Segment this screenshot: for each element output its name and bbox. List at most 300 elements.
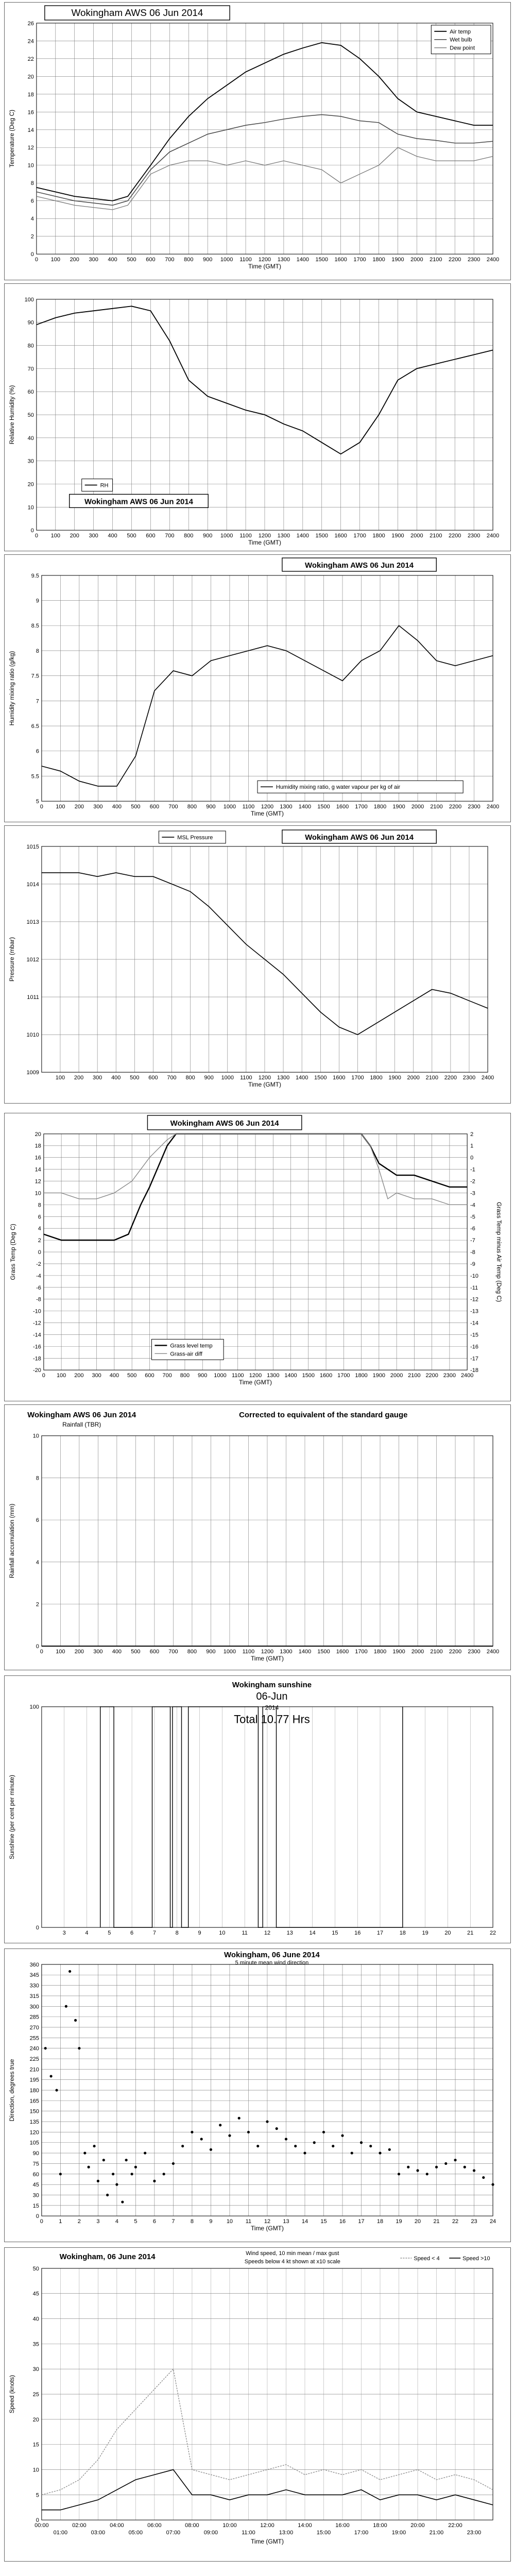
x-tick-label: 7 (171, 2218, 175, 2225)
x-tick-label: 11 (245, 2218, 252, 2225)
x-tick-label: 2400 (481, 1075, 494, 1081)
data-point (313, 2141, 316, 2144)
x-tick-label: 800 (185, 1075, 195, 1081)
x-tick-label: 4 (115, 2218, 118, 2225)
y-tick-label: -16 (32, 1344, 41, 1350)
data-point (115, 2183, 118, 2186)
x-tick-label: 400 (109, 1372, 119, 1379)
x-tick-label: 04:00 (110, 2522, 124, 2529)
x-tick-label: 2300 (467, 257, 480, 263)
y-tick-label: 60 (27, 389, 34, 396)
x-tick-label: 1000 (220, 533, 233, 539)
x-tick-label: 1600 (336, 1649, 349, 1655)
y2-tick-label: -3 (470, 1190, 475, 1197)
x-tick-label: 1100 (231, 1372, 244, 1379)
y-tick-label: 20 (35, 1131, 41, 1138)
data-point (83, 2152, 86, 2155)
y-tick-label: 100 (24, 296, 34, 303)
x-tick-label: 15 (320, 2218, 327, 2225)
y-tick-label: 12 (35, 1178, 41, 1185)
data-point (351, 2152, 353, 2155)
x-tick-label: 200 (74, 804, 84, 810)
data-point (360, 2141, 363, 2144)
x-tick-label: 1500 (314, 1075, 327, 1081)
y-tick-label: 10 (27, 162, 34, 169)
data-point (65, 2005, 67, 2008)
y-tick-label: 6 (36, 748, 39, 755)
x-tick-label: 1400 (296, 533, 310, 539)
y-tick-label: 30 (27, 458, 34, 465)
x-tick-label: 1500 (302, 1372, 315, 1379)
x-tick-label: 19 (396, 2218, 402, 2225)
x-axis-label: Time (GMT) (248, 263, 281, 270)
x-tick-label: 22 (489, 1930, 496, 1937)
data-point (50, 2075, 53, 2077)
y-tick-label: 20 (27, 74, 34, 80)
y-tick-label: 0 (36, 1925, 39, 1931)
x-tick-label: 1700 (355, 804, 368, 810)
y-tick-label: -4 (36, 1273, 41, 1279)
x-tick-label: 12:00 (260, 2522, 274, 2529)
x-tick-label: 1200 (258, 1075, 271, 1081)
temperature-chart (5, 3, 510, 280)
data-point (200, 2138, 203, 2140)
x-tick-label: 1100 (242, 804, 255, 810)
x-tick-label: 1300 (277, 533, 290, 539)
y-tick-label: 225 (29, 2056, 39, 2062)
x-tick-label: 1200 (261, 1649, 274, 1655)
y-tick-label: 70 (27, 366, 34, 372)
x-tick-label: 800 (187, 804, 197, 810)
x-tick-label: 500 (130, 1075, 140, 1081)
y-tick-label: 0 (36, 1643, 39, 1650)
x-tick-label: 1600 (334, 533, 347, 539)
y2-tick-label: -4 (470, 1202, 475, 1209)
x-tick-label: 300 (89, 257, 98, 263)
x-tick-label: 11 (242, 1930, 248, 1937)
y-tick-label: 2 (38, 1238, 41, 1244)
y-tick-label: 30 (32, 2366, 39, 2373)
data-point (238, 2117, 241, 2120)
data-point (134, 2166, 137, 2168)
x-tick-label: 1300 (267, 1372, 280, 1379)
x-tick-label: 3 (96, 2218, 100, 2225)
y-tick-label: 8.5 (31, 623, 39, 630)
x-tick-label: 1000 (221, 1075, 234, 1081)
x-tick-label: 13 (283, 2218, 289, 2225)
wind-direction-panel (4, 1948, 511, 2242)
x-tick-label: 2000 (410, 533, 423, 539)
y-tick-label: 45 (32, 2182, 39, 2189)
y-tick-label: 195 (29, 2077, 39, 2083)
chart-subtitle: 5 minute mean wind direction (235, 1959, 309, 1966)
x-tick-label: 13 (286, 1930, 293, 1937)
y2-tick-label: -15 (470, 1332, 479, 1338)
x-tick-label: 2100 (408, 1372, 421, 1379)
y-tick-label: -14 (32, 1332, 41, 1338)
data-point (247, 2131, 250, 2133)
x-tick-label: 01:00 (53, 2530, 68, 2536)
wind-direction-chart (5, 1949, 510, 2242)
x-tick-label: 900 (203, 257, 213, 263)
data-point (435, 2166, 438, 2168)
data-point (59, 2173, 62, 2175)
data-point (482, 2176, 485, 2179)
x-tick-label: 5 (108, 1930, 111, 1937)
data-point (144, 2152, 146, 2155)
data-point (181, 2145, 184, 2147)
y-tick-label: 9.5 (31, 572, 39, 579)
y2-tick-label: -2 (470, 1178, 475, 1185)
y-axis-label: Grass Temp (Deg C) (9, 1224, 16, 1280)
y-tick-label: 12 (27, 145, 34, 151)
x-tick-label: 18 (399, 1930, 406, 1937)
x-tick-label: 15 (332, 1930, 338, 1937)
x-tick-label: 700 (168, 1649, 178, 1655)
x-tick-label: 800 (180, 1372, 190, 1379)
x-tick-label: 100 (56, 1649, 65, 1655)
legend-label: Wet bulb (450, 37, 472, 43)
y-tick-label: 9 (36, 598, 39, 604)
wind-speed-chart (5, 2248, 510, 2561)
x-tick-label: 21 (467, 1930, 474, 1937)
data-point (332, 2145, 334, 2147)
x-tick-label: 900 (206, 1649, 216, 1655)
x-tick-label: 20:00 (410, 2522, 425, 2529)
x-tick-label: 1300 (280, 1649, 293, 1655)
y-tick-label: 6 (30, 198, 34, 205)
x-tick-label: 200 (74, 1649, 84, 1655)
x-tick-label: 21 (433, 2218, 440, 2225)
data-point (303, 2152, 306, 2155)
legend-label: Speed >10 (462, 2255, 490, 2262)
x-tick-label: 2300 (468, 1649, 480, 1655)
data-point (102, 2159, 105, 2161)
y-tick-label: 25 (32, 2392, 39, 2398)
y-tick-label: 270 (29, 2024, 39, 2031)
legend-label: Humidity mixing ratio, g water vapour per kg of air (276, 784, 401, 791)
y-tick-label: -10 (32, 1308, 41, 1315)
y-tick-label: 100 (29, 1704, 39, 1710)
y-tick-label: 40 (27, 435, 34, 442)
x-tick-label: 1600 (319, 1372, 333, 1379)
y-tick-label: 210 (29, 2066, 39, 2073)
y-axis-label: Speed (knots) (8, 2375, 15, 2414)
y2-tick-label: 1 (470, 1143, 474, 1149)
y-tick-label: 0 (38, 1249, 41, 1256)
chart-date: 06-Jun (256, 1690, 288, 1702)
x-tick-label: 7 (152, 1930, 156, 1937)
x-tick-label: 12 (264, 2218, 271, 2225)
x-tick-label: 0 (35, 257, 38, 263)
x-tick-label: 1400 (298, 804, 312, 810)
y-tick-label: -8 (36, 1296, 41, 1303)
x-tick-label: 03:00 (91, 2530, 106, 2536)
x-tick-label: 15:00 (316, 2530, 331, 2536)
x-tick-label: 1300 (277, 257, 290, 263)
y-tick-label: -18 (32, 1355, 41, 1362)
sunshine-panel (4, 1675, 511, 1943)
y-tick-label: 8 (38, 1202, 41, 1209)
x-tick-label: 500 (127, 1372, 137, 1379)
x-tick-label: 1800 (373, 804, 387, 810)
y-tick-label: 240 (29, 2045, 39, 2052)
x-tick-label: 200 (74, 1372, 84, 1379)
y-tick-label: 330 (29, 1982, 39, 1989)
legend-label: Air temp (450, 28, 471, 35)
x-tick-label: 200 (70, 257, 79, 263)
y-axis-label: Pressure (mbar) (8, 937, 15, 982)
x-tick-label: 2200 (449, 257, 461, 263)
mixing-chart (5, 555, 510, 822)
x-tick-label: 17 (358, 2218, 365, 2225)
mixing-panel (4, 554, 511, 822)
y-tick-label: 5.5 (31, 773, 39, 780)
x-tick-label: 1800 (373, 1649, 387, 1655)
x-tick-label: 1400 (298, 1649, 312, 1655)
chart-title: Wokingham sunshine (232, 1680, 312, 1689)
y-tick-label: 60 (32, 2171, 39, 2178)
y-axis-label: Relative Humidity (%) (8, 385, 15, 445)
x-tick-label: 1600 (336, 804, 349, 810)
y-tick-label: 2 (30, 233, 34, 240)
x-tick-label: 1100 (240, 1075, 252, 1081)
y-tick-label: 0 (30, 251, 34, 258)
y-tick-label: 40 (32, 2316, 39, 2323)
x-tick-label: 1400 (295, 1075, 308, 1081)
x-tick-label: 1600 (334, 257, 347, 263)
x-tick-label: 300 (93, 1649, 103, 1655)
data-point (256, 2145, 259, 2147)
data-point (407, 2166, 409, 2168)
data-point (388, 2148, 391, 2151)
data-point (416, 2169, 419, 2172)
y-tick-label: 0 (30, 528, 34, 534)
x-tick-label: 2300 (443, 1372, 456, 1379)
x-tick-label: 500 (131, 1649, 141, 1655)
x-tick-label: 19 (422, 1930, 428, 1937)
x-tick-label: 1 (59, 2218, 62, 2225)
data-point (112, 2173, 114, 2175)
y2-tick-label: -16 (470, 1344, 479, 1350)
x-tick-label: 1200 (258, 533, 271, 539)
y-tick-label: 5 (36, 2492, 39, 2499)
x-tick-label: 100 (55, 1075, 65, 1081)
x-tick-label: 400 (108, 257, 117, 263)
sunshine-chart (5, 1676, 510, 1943)
y-tick-label: 4 (38, 1226, 41, 1232)
x-tick-label: 400 (108, 533, 117, 539)
x-tick-label: 13:00 (279, 2530, 294, 2536)
x-tick-label: 2100 (430, 257, 442, 263)
x-tick-label: 22:00 (448, 2522, 462, 2529)
x-tick-label: 9 (209, 2218, 213, 2225)
x-tick-label: 1600 (333, 1075, 346, 1081)
x-tick-label: 14 (301, 2218, 308, 2225)
x-tick-label: 2000 (407, 1075, 420, 1081)
data-point (369, 2145, 372, 2147)
x-tick-label: 5 (134, 2218, 138, 2225)
x-tick-label: 0 (40, 2218, 43, 2225)
y-tick-label: 105 (29, 2140, 39, 2146)
x-tick-label: 400 (112, 1649, 122, 1655)
y-tick-label: 6 (38, 1214, 41, 1221)
y-tick-label: 30 (32, 2192, 39, 2199)
y-tick-label: 10 (27, 504, 34, 511)
y-tick-label: 1014 (26, 881, 39, 888)
x-tick-label: 1500 (315, 533, 328, 539)
x-tick-label: 0 (40, 1649, 43, 1655)
data-point (106, 2194, 109, 2196)
y-tick-label: 345 (29, 1972, 39, 1979)
data-point (163, 2173, 165, 2175)
x-tick-label: 1900 (392, 804, 405, 810)
y2-axis-label: Grass Temp minus Air Temp (Deg C) (495, 1202, 503, 1302)
y-tick-label: 18 (35, 1143, 41, 1149)
y-tick-label: 26 (27, 20, 34, 27)
x-tick-label: 300 (89, 533, 98, 539)
data-point (473, 2169, 475, 2172)
x-axis-label: Time (GMT) (238, 1379, 272, 1386)
x-tick-label: 3 (62, 1930, 66, 1937)
y-tick-label: 120 (29, 2129, 39, 2136)
x-axis-label: Time (GMT) (248, 539, 281, 547)
chart-subtitle-2: Speeds below 4 kt shown at x10 scale (244, 2258, 340, 2265)
x-tick-label: 10:00 (222, 2522, 237, 2529)
y2-tick-label: -14 (470, 1320, 479, 1327)
x-tick-label: 600 (149, 804, 160, 810)
x-tick-label: 700 (165, 533, 175, 539)
x-tick-label: 2200 (444, 1075, 457, 1081)
x-tick-label: 600 (145, 1372, 154, 1379)
x-tick-label: 10 (219, 1930, 226, 1937)
y2-tick-label: -11 (470, 1284, 478, 1291)
x-tick-label: 07:00 (166, 2530, 181, 2536)
legend-label: Grass level temp (170, 1343, 213, 1349)
data-point (78, 2047, 80, 2049)
data-point (454, 2159, 456, 2161)
x-tick-label: 16 (354, 1930, 361, 1937)
chart-subtitle: Rainfall (TBR) (62, 1420, 101, 1428)
data-point (379, 2152, 381, 2155)
x-axis-label: Time (GMT) (250, 1655, 284, 1663)
chart-total: Total 10.77 Hrs (234, 1713, 310, 1726)
x-tick-label: 23:00 (467, 2530, 482, 2536)
y2-tick-label: -1 (470, 1166, 475, 1173)
x-tick-label: 1700 (351, 1075, 364, 1081)
x-tick-label: 1900 (391, 257, 404, 263)
data-point (210, 2148, 212, 2151)
x-tick-label: 17:00 (354, 2530, 369, 2536)
x-tick-label: 900 (204, 1075, 214, 1081)
x-tick-label: 2100 (430, 533, 442, 539)
humidity-chart (5, 284, 510, 551)
x-tick-label: 2200 (425, 1372, 438, 1379)
y-tick-label: 8 (36, 1475, 39, 1482)
x-tick-label: 700 (168, 804, 178, 810)
y-tick-label: 10 (32, 2467, 39, 2473)
y-tick-label: 16 (27, 109, 34, 116)
x-tick-label: 6 (152, 2218, 156, 2225)
x-tick-label: 12 (264, 1930, 271, 1937)
y2-tick-label: -5 (470, 1214, 475, 1221)
y-tick-label: 45 (32, 2291, 39, 2297)
chart-subtitle: Wind speed, 10 min mean / max gust (246, 2250, 339, 2257)
x-tick-label: 400 (111, 1075, 121, 1081)
y2-tick-label: -8 (470, 1249, 475, 1256)
x-tick-label: 2300 (468, 804, 480, 810)
y2-tick-label: -12 (470, 1296, 479, 1303)
x-tick-label: 06:00 (147, 2522, 162, 2529)
chart-year: 2014 (265, 1704, 279, 1711)
x-tick-label: 2000 (411, 1649, 424, 1655)
x-tick-label: 1300 (277, 1075, 290, 1081)
y-tick-label: 4 (36, 1559, 39, 1566)
x-tick-label: 400 (112, 804, 122, 810)
y-tick-label: -20 (32, 1367, 41, 1374)
y-tick-label: 285 (29, 2014, 39, 2021)
legend-label: Dew point (450, 45, 475, 52)
y-tick-label: 7.5 (31, 673, 39, 680)
x-tick-label: 1500 (317, 1649, 330, 1655)
y-tick-label: 0 (36, 2213, 39, 2220)
y-axis-label: Humidity mixing ratio (g/kg) (8, 651, 15, 726)
wind-speed-panel (4, 2247, 511, 2562)
x-axis-label: Time (GMT) (250, 2225, 284, 2232)
y2-tick-label: -17 (470, 1355, 479, 1362)
y-tick-label: 360 (29, 1961, 39, 1968)
x-tick-label: 20 (414, 2218, 421, 2225)
x-tick-label: 800 (184, 257, 194, 263)
y-tick-label: 8 (36, 648, 39, 654)
x-tick-label: 100 (56, 804, 65, 810)
x-tick-label: 600 (148, 1075, 158, 1081)
x-tick-label: 1800 (370, 1075, 383, 1081)
x-tick-label: 1900 (372, 1372, 386, 1379)
x-tick-label: 1800 (355, 1372, 368, 1379)
x-tick-label: 2400 (486, 804, 500, 810)
x-tick-label: 23 (471, 2218, 477, 2225)
x-tick-label: 22 (452, 2218, 459, 2225)
x-tick-label: 20 (444, 1930, 451, 1937)
x-tick-label: 2000 (410, 257, 423, 263)
y2-tick-label: -18 (470, 1367, 479, 1374)
x-tick-label: 300 (92, 1372, 101, 1379)
y-tick-label: 300 (29, 2004, 39, 2010)
y-tick-label: 14 (35, 1166, 41, 1173)
data-point (74, 2019, 77, 2022)
x-tick-label: 6 (130, 1930, 134, 1937)
data-point (44, 2047, 47, 2049)
data-point (55, 2089, 58, 2091)
data-point (285, 2138, 287, 2140)
legend-label: Speed < 4 (414, 2255, 440, 2262)
chart-title: Wokingham, 06 June 2014 (224, 1950, 320, 1959)
x-tick-label: 1700 (353, 257, 366, 263)
y-tick-label: 1013 (26, 919, 39, 925)
y-tick-label: 8 (30, 180, 34, 187)
data-point (68, 1970, 71, 1973)
data-point (276, 2127, 278, 2130)
x-tick-label: 100 (50, 257, 60, 263)
x-tick-label: 900 (198, 1372, 208, 1379)
y-tick-label: 10 (32, 1433, 39, 1439)
y2-tick-label: -9 (470, 1261, 475, 1267)
x-tick-label: 2300 (467, 533, 480, 539)
y-tick-label: 18 (27, 91, 34, 98)
x-tick-label: 2100 (430, 804, 443, 810)
y-tick-label: 22 (27, 56, 34, 62)
